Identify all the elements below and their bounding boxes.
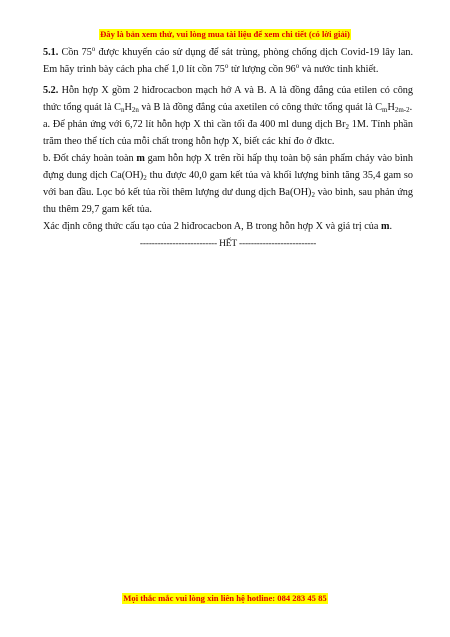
subscript: 2 xyxy=(143,174,147,182)
question-text: được khuyến cáo sử dụng để sát trùng, phòng chống dịch Covid-19 lây lan. Em hãy trình bày cách pha chế 1,0 lít cồn 75 xyxy=(43,47,414,75)
part-b xyxy=(43,150,413,218)
question-5-1 xyxy=(43,44,413,78)
end-marker: -------------------------- HẾT -------------------------- xyxy=(139,239,317,249)
question-text: Xác định công thức cấu tạo của 2 hiđrocacbon A, B trong hỗn hợp X và giá trị của xyxy=(43,221,381,232)
degree-mark: o xyxy=(295,62,300,70)
footer-banner xyxy=(0,588,450,606)
question-number: 5.2. xyxy=(43,85,59,96)
subscript: 2 xyxy=(311,191,315,199)
part-a xyxy=(43,116,413,150)
question-text: 1M. Tính phần trăm theo thể tích của mỗi chất trong hỗn hợp X, biết các khí đo ở đktc. xyxy=(43,119,414,147)
question-text: và nước tinh khiết. xyxy=(299,64,379,75)
preview-notice-text: Đây là bản xem thử, vui lòng mua tài liệu để xem chi tiết (có lời giải) xyxy=(100,29,350,39)
subscript: m xyxy=(382,106,388,114)
question-text: Cồn 75 xyxy=(58,47,92,58)
question-text: gam hỗn hợp X trên rồi hấp thụ toàn bộ sản phẩm cháy vào bình đựng dung dịch Ca(OH) xyxy=(43,153,413,181)
question-number: 5.1. xyxy=(43,47,59,58)
question-text: H xyxy=(124,102,132,113)
question-text: a. Để phản ứng với 6,72 lít hỗn hợp X thì cần tối đa 400 ml dung dịch Br xyxy=(43,119,346,130)
question-text: thu được 40,0 gam kết tủa và khối lượng bình tăng 35,4 gam so với ban đầu. Lọc bỏ kết tủa rồi thêm lượng dư dung dịch Ba(OH) xyxy=(43,170,413,198)
final-question xyxy=(43,218,413,235)
subscript: 2m-2 xyxy=(394,106,410,114)
subscript: 2n xyxy=(131,106,139,114)
question-text: từ lượng cồn 96 xyxy=(228,64,296,75)
subscript: n xyxy=(120,106,125,114)
question-text: và B là đồng đẳng của axetilen có công thức tổng quát là C xyxy=(138,102,382,113)
question-text: . xyxy=(389,221,392,232)
question-5-2 xyxy=(43,82,413,116)
variable-m: m xyxy=(380,221,390,232)
degree-mark: o xyxy=(224,62,229,70)
hotline-text: Mọi thắc mắc vui lòng xin liên hệ hotline: 084 283 45 85 xyxy=(123,593,327,603)
subscript: 2 xyxy=(345,123,349,131)
question-text: . xyxy=(409,102,413,113)
variable-m: m xyxy=(136,153,145,164)
degree-mark: o xyxy=(91,45,96,53)
question-text: H xyxy=(387,102,395,113)
question-text: Hỗn hợp X gồm 2 hiđrocacbon mạch hở A và B. A là đồng đẳng của etilen có công thức tổng quát là C xyxy=(43,85,413,113)
question-text: vào bình, sau phản ứng thu thêm 29,7 gam kết tủa. xyxy=(43,187,413,215)
preview-banner xyxy=(0,24,450,42)
document-body xyxy=(43,44,413,253)
question-text: b. Đốt cháy hoàn toàn xyxy=(43,153,137,164)
